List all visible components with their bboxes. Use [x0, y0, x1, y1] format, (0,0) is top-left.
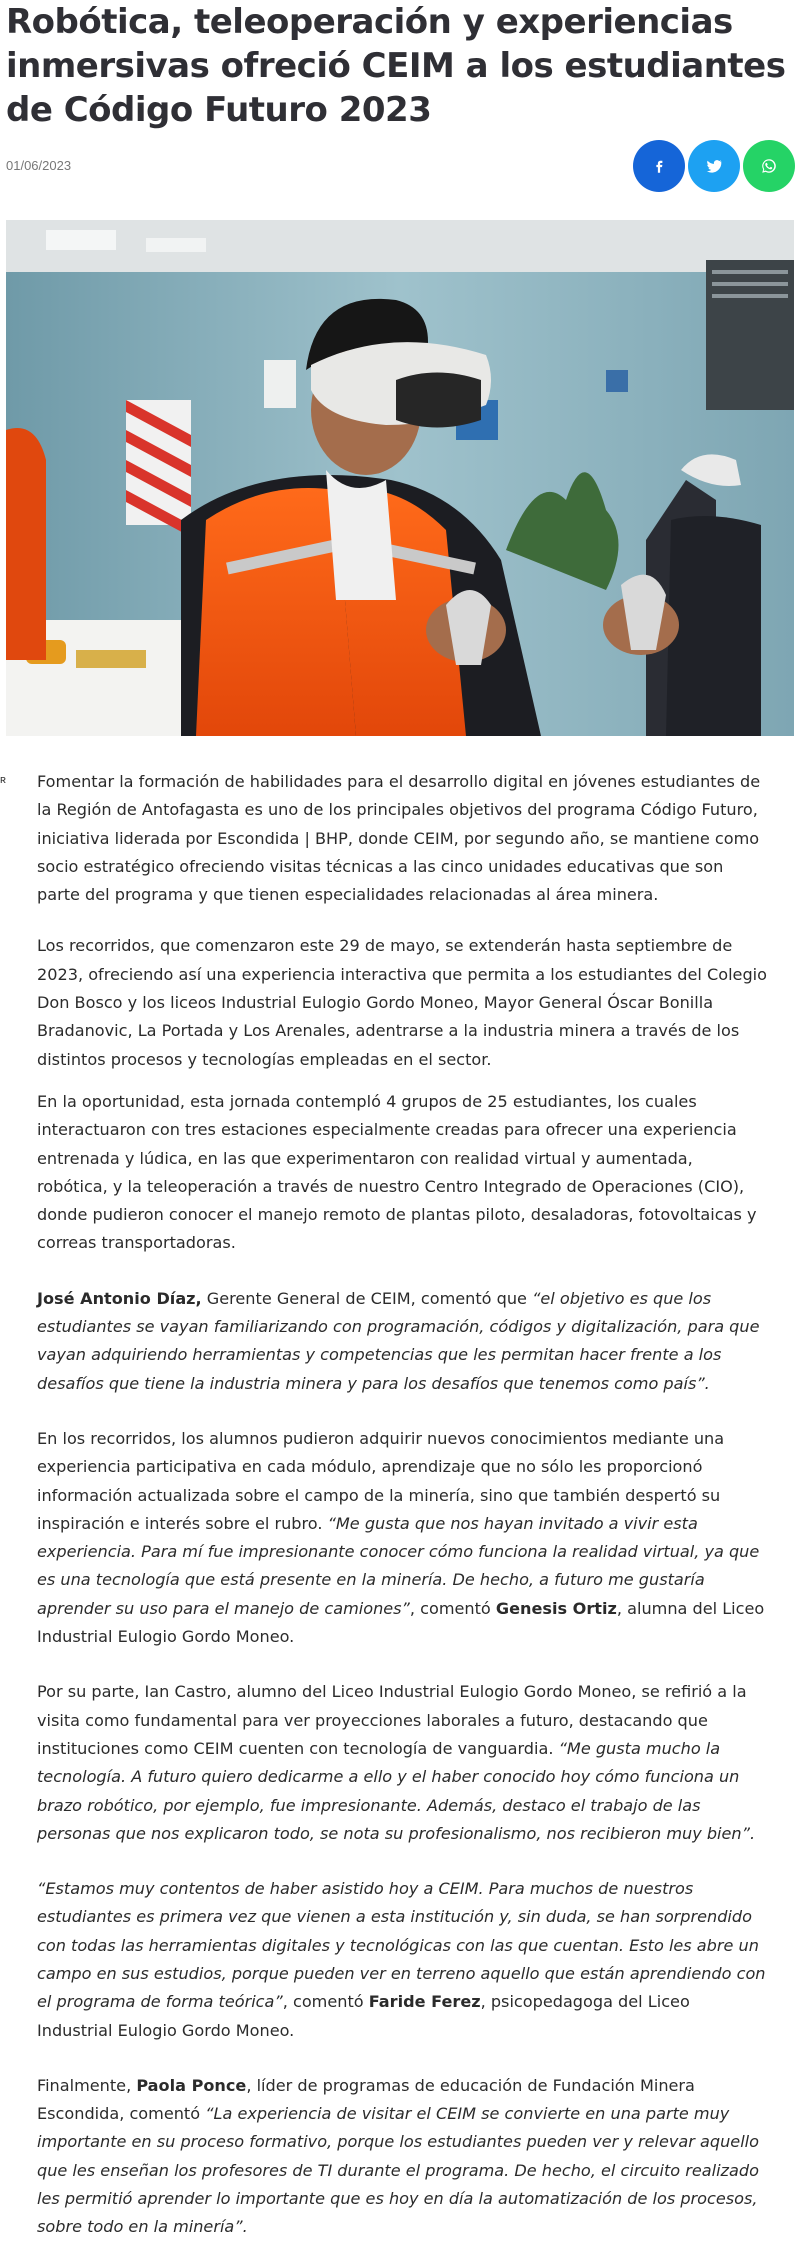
paragraph-text: , psicopedagoga del Liceo Industrial Eulogio Gordo Moneo.	[37, 1992, 690, 2040]
paragraph-text: En los recorridos, los alumnos pudieron adquirir nuevos conocimientos mediante una experiencia participativa en cada módulo, aprendizaje que no sólo les proporcionó información actualizada sobre el campo de la minería, sino que también despertó su inspiración e interés sobre el rubro.	[37, 1428, 725, 1533]
twitter-icon	[705, 157, 723, 175]
paragraph-7	[37, 1875, 767, 2045]
speaker-name: Genesis Ortiz	[495, 1598, 617, 1618]
facebook-icon	[650, 157, 668, 175]
vr-students-photo	[6, 220, 794, 736]
quote: “Me gusta que nos hayan invitado a vivir esta experiencia. Para mí fue impresionante conocer cómo funciona la realidad virtual, ya que es una tecnología que está presente en la minería. De hecho, a futuro me gustaría aprender su uso para el manejo de camiones”	[37, 1513, 760, 1618]
paragraph-3: En la oportunidad, esta jornada contempló 4 grupos de 25 estudiantes, los cuales interactuaron con tres estaciones especialmente creadas para ofrecer una experiencia entrenada y lúdica, en las que experimentaron con realidad virtual y aumentada, robótica, y la teleoperación a través de nuestro Centro Integrado de Operaciones (CIO), donde pudieron conocer el manejo remoto de plantas piloto, desaladoras, fotovoltaicas y correas transportadoras.	[37, 1091, 757, 1253]
hero-photo	[6, 220, 794, 736]
share-facebook-button[interactable]	[633, 140, 685, 192]
share-twitter-button[interactable]	[688, 140, 740, 192]
paragraph-text: , comentó	[409, 1598, 496, 1618]
quote: “Estamos muy contentos de haber asistido hoy a CEIM. Para muchos de nuestros estudiantes es primera vez que vienen a esta institución y, sin duda, se han sorprendido con todas las herramientas digitales y tecnológicas con las que cuentan. Esto les abre un campo en sus estudios, porque pueden ver en terreno aquello que están aprendiendo con el programa de forma teórica”	[37, 1879, 766, 2012]
paragraph-text: Por su parte, Ian Castro, alumno del Liceo Industrial Eulogio Gordo Moneo, se refirió a la visita como fundamental para ver proyecciones laborales a futuro, destacando que instituciones como CEIM cuenten con tecnología de vanguardia.	[37, 1682, 747, 1758]
paragraph-4	[37, 1285, 767, 1398]
stray-character: ʀ	[0, 774, 6, 786]
paragraph-5	[37, 1425, 767, 1651]
quote: “el objetivo es que los estudiantes se vayan familiarizando con programación, códigos y digitalización, para que vayan adquiriendo herramientas y competencias que les permitan hacer frente a los desafíos que tiene la industria minera y para los desafíos que tenemos como país”.	[37, 1288, 760, 1393]
paragraph-text: , comentó	[282, 1992, 369, 2012]
share-whatsapp-button[interactable]	[743, 140, 795, 192]
quote: “Me gusta mucho la tecnología. A futuro quiero dedicarme a ello y el haber conocido hoy cómo funciona un brazo robótico, por ejemplo, fue impresionante. Además, destaco el trabajo de las personas que nos explicaron todo, se nota su profesionalismo, nos recibieron muy bien”.	[37, 1738, 756, 1843]
whatsapp-icon	[760, 157, 778, 175]
article-body	[37, 768, 767, 2266]
paragraph-text: , líder de programas de educación de Fundación Minera Escondida, comentó	[37, 2075, 695, 2124]
paragraph-text: Gerente General de CEIM, comentó que	[201, 1288, 533, 1308]
speaker-name: Paola Ponce	[136, 2075, 247, 2095]
article-title: Robótica, teleoperación y experiencias inmersivas ofreció CEIM a los estudiantes de Código Futuro 2023	[6, 2, 786, 130]
speaker-name: José Antonio Díaz,	[37, 1288, 202, 1308]
paragraph-text: , alumna del Liceo Industrial Eulogio Gordo Moneo.	[37, 1598, 765, 1647]
speaker-name: Faride Ferez	[368, 1992, 481, 2012]
paragraph-1: Fomentar la formación de habilidades para el desarrollo digital en jóvenes estudiantes de la Región de Antofagasta es uno de los principales objetivos del programa Código Futuro, iniciativa liderada por Escondida | BHP, donde CEIM, por segundo año, se mantiene como socio estratégico ofreciendo visitas técnicas a las cinco unidades educativas que son parte del programa y que tienen especialidades relacionadas al área minera.	[37, 772, 761, 905]
publish-date: 01/06/2023	[6, 158, 72, 173]
paragraph-8	[37, 2072, 767, 2242]
paragraph-2: Los recorridos, que comenzaron este 29 de mayo, se extenderán hasta septiembre de 2023, ofreciendo así una experiencia interactiva que permita a los estudiantes del Colegio Don Bosco y los liceos Industrial Eulogio Gordo Moneo, Mayor General Óscar Bonilla Bradanovic, La Portada y Los Arenales, adentrarse a la industria minera a través de los distintos procesos y tecnologías empleadas en el sector.	[37, 936, 767, 1069]
quote: “La experiencia de visitar el CEIM se convierte en una parte muy importante en su proceso formativo, porque los estudiantes pueden ver y relevar aquello que les enseñan los profesores de TI durante el programa. De hecho, el circuito realizado les permitió aprender lo importante que es hoy en día la automatización de los procesos, sobre todo en la minería”.	[37, 2104, 759, 2237]
paragraph-6	[37, 1678, 767, 1848]
paragraph-text: Finalmente,	[37, 2075, 137, 2095]
